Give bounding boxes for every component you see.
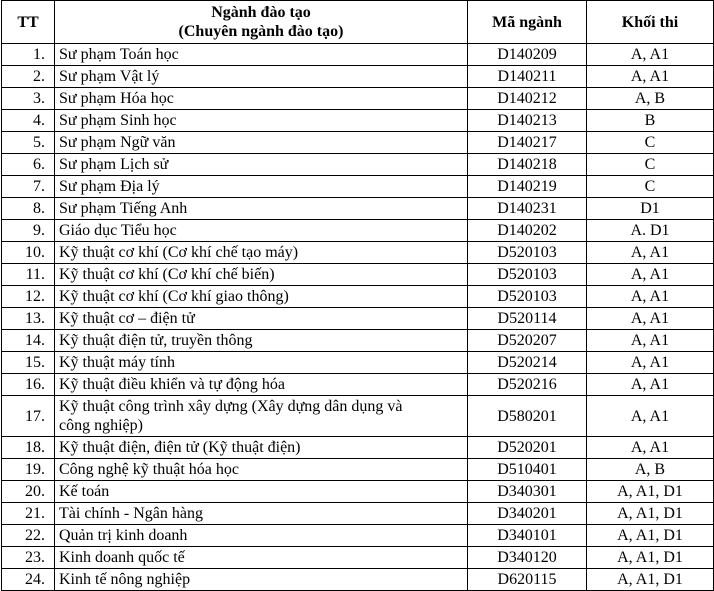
table-row <box>2 286 714 308</box>
row-major-name: Giáo dục Tiểu học <box>55 220 468 242</box>
row-major-name: Sư phạm Hóa học <box>55 88 468 110</box>
row-exam-block: A, A1, D1 <box>587 569 714 591</box>
row-major-code: D340101 <box>468 525 587 547</box>
table-row <box>2 481 714 503</box>
table-row <box>2 437 714 459</box>
row-major-name: Sư phạm Lịch sử <box>55 154 468 176</box>
table-row <box>2 569 714 591</box>
row-tt: 20. <box>2 481 55 503</box>
row-major-name-line2: công nghiệp) <box>59 417 143 434</box>
row-exam-block: C <box>587 132 714 154</box>
table-row <box>2 459 714 481</box>
table-row <box>2 242 714 264</box>
row-tt: 6. <box>2 154 55 176</box>
row-tt: 18. <box>2 437 55 459</box>
table-row <box>2 154 714 176</box>
row-exam-block: A, A1 <box>587 286 714 308</box>
row-major-code: D620115 <box>468 569 587 591</box>
row-tt: 2. <box>2 66 55 88</box>
row-major-name: Kỹ thuật điện, điện tử (Kỹ thuật điện) <box>55 437 468 459</box>
table-row <box>2 132 714 154</box>
row-major-name: Kỹ thuật máy tính <box>55 352 468 374</box>
row-major-code: D520216 <box>468 374 587 396</box>
row-major-code: D140211 <box>468 66 587 88</box>
row-major-name: Quản trị kinh doanh <box>55 525 468 547</box>
row-tt: 13. <box>2 308 55 330</box>
table-row <box>2 352 714 374</box>
row-tt: 15. <box>2 352 55 374</box>
row-major-code: D520103 <box>468 242 587 264</box>
row-major-name: Sư phạm Sinh học <box>55 110 468 132</box>
row-major-code: D520103 <box>468 286 587 308</box>
row-tt: 16. <box>2 374 55 396</box>
row-major-name: Kỹ thuật cơ khí (Cơ khí chế tạo máy) <box>55 242 468 264</box>
row-major-name: Sư phạm Ngữ văn <box>55 132 468 154</box>
row-major-name: Kỹ thuật điện tử, truyền thông <box>55 330 468 352</box>
row-tt: 14. <box>2 330 55 352</box>
row-exam-block: A, A1 <box>587 44 714 66</box>
row-major-name: Sư phạm Tiếng Anh <box>55 198 468 220</box>
table-row <box>2 330 714 352</box>
row-exam-block: C <box>587 176 714 198</box>
row-major-code: D140213 <box>468 110 587 132</box>
row-major-code: D140218 <box>468 154 587 176</box>
row-tt: 1. <box>2 44 55 66</box>
table-row <box>2 264 714 286</box>
row-major-code: D140209 <box>468 44 587 66</box>
row-major-code: D520103 <box>468 264 587 286</box>
row-major-code: D140212 <box>468 88 587 110</box>
row-major-name: Kỹ thuật cơ khí (Cơ khí giao thông) <box>55 286 468 308</box>
row-exam-block: A. D1 <box>587 220 714 242</box>
row-tt: 5. <box>2 132 55 154</box>
row-major-code: D340301 <box>468 481 587 503</box>
header-major-line2: (Chuyên ngành đào tạo) <box>178 23 344 40</box>
row-tt: 11. <box>2 264 55 286</box>
header-major <box>55 1 468 44</box>
table-row <box>2 110 714 132</box>
header-tt: TT <box>2 1 55 44</box>
row-exam-block: A, A1 <box>587 264 714 286</box>
row-exam-block: A, A1, D1 <box>587 481 714 503</box>
row-tt: 7. <box>2 176 55 198</box>
table-row <box>2 44 714 66</box>
row-major-code: D140217 <box>468 132 587 154</box>
row-tt: 21. <box>2 503 55 525</box>
row-major-code: D340201 <box>468 503 587 525</box>
row-major-name: Kinh tế nông nghiệp <box>55 569 468 591</box>
header-row <box>2 1 714 44</box>
row-major-name: Kinh doanh quốc tế <box>55 547 468 569</box>
row-exam-block: A, A1, D1 <box>587 525 714 547</box>
row-major-name-line1: Kỹ thuật công trình xây dựng (Xây dựng dân dụng và <box>59 398 403 415</box>
row-tt: 12. <box>2 286 55 308</box>
row-exam-block: A, A1 <box>587 396 714 437</box>
row-major-name: Kỹ thuật cơ – điện tử <box>55 308 468 330</box>
row-major-name: Kế toán <box>55 481 468 503</box>
table-row <box>2 547 714 569</box>
row-major-name: Công nghệ kỹ thuật hóa học <box>55 459 468 481</box>
row-tt: 3. <box>2 88 55 110</box>
row-exam-block: A, B <box>587 88 714 110</box>
row-exam-block: A, A1 <box>587 242 714 264</box>
row-major-name: Kỹ thuật cơ khí (Cơ khí chế biến) <box>55 264 468 286</box>
table-row <box>2 88 714 110</box>
row-exam-block: A, A1 <box>587 66 714 88</box>
row-major-name: Sư phạm Vật lý <box>55 66 468 88</box>
row-major-name: Kỹ thuật điều khiển và tự động hóa <box>55 374 468 396</box>
table-row <box>2 396 714 437</box>
table-row <box>2 503 714 525</box>
row-exam-block: A, A1 <box>587 374 714 396</box>
row-tt: 9. <box>2 220 55 242</box>
row-major-code: D520114 <box>468 308 587 330</box>
table-row <box>2 176 714 198</box>
row-major-name: Sư phạm Địa lý <box>55 176 468 198</box>
row-major-code: D340120 <box>468 547 587 569</box>
row-tt: 22. <box>2 525 55 547</box>
majors-table <box>1 0 714 591</box>
row-exam-block: B <box>587 110 714 132</box>
row-major-code: D520214 <box>468 352 587 374</box>
row-tt: 10. <box>2 242 55 264</box>
table-row <box>2 66 714 88</box>
row-exam-block: A, A1 <box>587 437 714 459</box>
row-tt: 23. <box>2 547 55 569</box>
table-row <box>2 525 714 547</box>
header-major-line1: Ngành đào tạo <box>211 4 311 21</box>
table-row <box>2 374 714 396</box>
row-exam-block: A, A1 <box>587 352 714 374</box>
table-row <box>2 220 714 242</box>
row-major-code: D580201 <box>468 396 587 437</box>
row-tt: 17. <box>2 396 55 437</box>
row-major-name: Sư phạm Toán học <box>55 44 468 66</box>
row-tt: 4. <box>2 110 55 132</box>
row-exam-block: C <box>587 154 714 176</box>
row-exam-block: A, A1, D1 <box>587 547 714 569</box>
table-row <box>2 198 714 220</box>
row-major-code: D510401 <box>468 459 587 481</box>
table-row <box>2 308 714 330</box>
row-tt: 24. <box>2 569 55 591</box>
row-exam-block: D1 <box>587 198 714 220</box>
row-exam-block: A, A1 <box>587 308 714 330</box>
row-exam-block: A, A1, D1 <box>587 503 714 525</box>
row-major-code: D140219 <box>468 176 587 198</box>
row-exam-block: A, B <box>587 459 714 481</box>
row-major-code: D140202 <box>468 220 587 242</box>
row-major-code: D140231 <box>468 198 587 220</box>
row-major-name <box>55 396 468 437</box>
row-major-name: Tài chính - Ngân hàng <box>55 503 468 525</box>
row-major-code: D520207 <box>468 330 587 352</box>
row-tt: 19. <box>2 459 55 481</box>
row-tt: 8. <box>2 198 55 220</box>
header-code: Mã ngành <box>468 1 587 44</box>
row-exam-block: A, A1 <box>587 330 714 352</box>
header-block: Khối thi <box>587 1 714 44</box>
row-major-code: D520201 <box>468 437 587 459</box>
